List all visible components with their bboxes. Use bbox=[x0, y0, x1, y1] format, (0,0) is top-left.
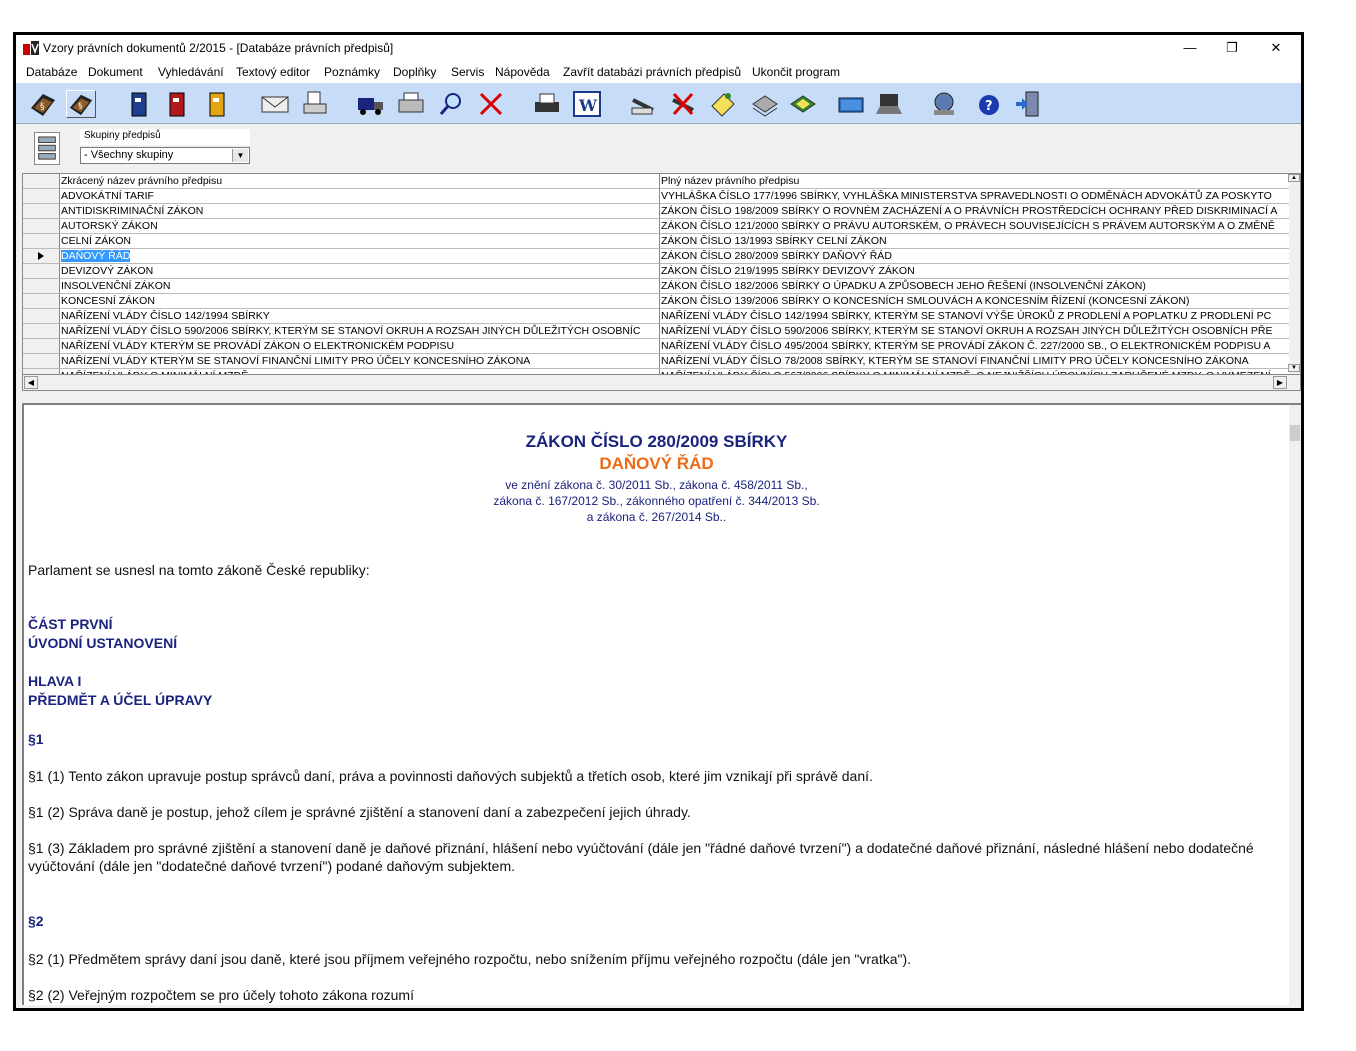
group-label: Skupiny předpisů bbox=[84, 130, 161, 141]
cell-short-name[interactable] bbox=[60, 354, 660, 369]
menu-poznamky[interactable]: Poznámky bbox=[324, 65, 381, 79]
grid-horizontal-scrollbar[interactable] bbox=[23, 374, 1300, 390]
scroll-up-icon[interactable]: ▲ bbox=[1288, 174, 1300, 182]
table-row[interactable] bbox=[23, 324, 1289, 339]
column-header-full[interactable]: Plný název právního předpisu bbox=[660, 174, 1289, 189]
cell-short-name-text: DEVIZOVÝ ZÁKON bbox=[61, 265, 154, 277]
doc-part-title: ÚVODNÍ USTANOVENÍ bbox=[28, 635, 178, 651]
table-row[interactable] bbox=[23, 189, 1289, 204]
row-indicator[interactable] bbox=[23, 249, 60, 264]
minimize-button[interactable]: — bbox=[1183, 40, 1197, 55]
doc-title: ZÁKON ČÍSLO 280/2009 SBÍRKY bbox=[525, 432, 788, 451]
doc-paragraph: §2 (1) Předmětem správy daní jsou daně, které jsou příjmem veřejného rozpočtu, nebo snížením příjmu veřejného rozpočtu (dále jen "vratka"). bbox=[28, 951, 912, 967]
cell-short-name-text: ANTIDISKRIMINAČNÍ ZÁKON bbox=[61, 205, 204, 217]
grid-vertical-scrollbar[interactable] bbox=[1289, 174, 1300, 374]
row-indicator[interactable] bbox=[23, 294, 60, 309]
menu-zavrit-databazi[interactable]: Zavřít databázi právních předpisů bbox=[563, 65, 742, 79]
svg-text:§: § bbox=[78, 100, 83, 111]
doc-chapter-heading: HLAVA I bbox=[28, 673, 82, 689]
row-indicator[interactable] bbox=[23, 339, 60, 354]
books-icon[interactable] bbox=[28, 90, 58, 118]
pen-cross-icon[interactable] bbox=[668, 90, 698, 118]
group-label-box bbox=[80, 129, 250, 145]
row-indicator[interactable] bbox=[23, 354, 60, 369]
note-icon[interactable] bbox=[708, 90, 738, 118]
cell-short-name[interactable] bbox=[60, 204, 660, 219]
menu-doplnky[interactable]: Doplňky bbox=[393, 65, 437, 79]
cell-short-name[interactable] bbox=[60, 219, 660, 234]
cell-short-name[interactable] bbox=[60, 189, 660, 204]
stack-icon[interactable] bbox=[750, 90, 780, 118]
cell-short-name-text: KONCESNÍ ZÁKON bbox=[61, 295, 155, 307]
help-icon[interactable] bbox=[974, 90, 1004, 118]
cell-short-name[interactable] bbox=[60, 279, 660, 294]
doc-paragraph: §1 (3) Základem pro správné zjištění a stanovení daně je daňové přiznání, hlášení nebo vyúčtování (dále jen "řádné daňové tvrzení") a dodatečné daňové přiznání, následné hlášení nebo dodatečné vyúčtování (dále jen "dodatečné daňové tvrzení") podané daňovým subjektem. bbox=[28, 840, 1254, 874]
table-row[interactable] bbox=[23, 354, 1289, 369]
printer-icon[interactable] bbox=[396, 90, 426, 118]
scroll-left-icon[interactable]: ◀ bbox=[24, 376, 38, 389]
cell-full-name[interactable]: ZÁKON ČÍSLO 280/2009 SBÍRKY DAŇOVÝ ŘÁD bbox=[660, 249, 1289, 264]
doc-chapter-title: PŘEDMĚT A ÚČEL ÚPRAVY bbox=[28, 692, 213, 708]
row-pointer-icon bbox=[38, 252, 44, 260]
table-row[interactable] bbox=[23, 219, 1289, 234]
table-row[interactable] bbox=[23, 294, 1289, 309]
grid-header-indicator bbox=[23, 174, 60, 189]
scroll-down-icon[interactable]: ▼ bbox=[1288, 364, 1300, 372]
title-bar bbox=[16, 35, 1301, 61]
menu-bar bbox=[16, 61, 1301, 83]
menu-textovy-editor[interactable]: Textový editor bbox=[236, 65, 311, 79]
cell-short-name-text: ADVOKÁTNÍ TARIF bbox=[61, 190, 154, 202]
laptop-icon[interactable] bbox=[874, 90, 904, 118]
blue-binder-icon[interactable] bbox=[124, 90, 154, 118]
chevron-down-icon[interactable]: ▼ bbox=[232, 149, 248, 162]
cell-short-name-text: NAŘÍZENÍ VLÁDY ČÍSLO 142/1994 SBÍRKY bbox=[61, 310, 270, 322]
scroll-thumb[interactable] bbox=[1290, 425, 1300, 441]
row-indicator[interactable] bbox=[23, 204, 60, 219]
word-icon[interactable] bbox=[572, 90, 602, 118]
group-select[interactable] bbox=[80, 147, 250, 164]
table-row[interactable] bbox=[23, 249, 1289, 264]
cell-full-name[interactable]: NAŘÍZENÍ VLÁDY ČÍSLO 495/2004 SBÍRKY, KTERÝM SE PROVÁDÍ ZÁKON Č. 227/2000 SB., O ELEKTRONICKÉM PODPISU A bbox=[660, 339, 1289, 354]
table-row[interactable] bbox=[23, 309, 1289, 324]
cell-full-name[interactable]: ZÁKON ČÍSLO 121/2000 SBÍRKY O PRÁVU AUTORSKÉM, O PRÁVECH SOUVISEJÍCÍCH S PRÁVEM AUTORSKÝM A O ZMĚNĚ bbox=[660, 219, 1289, 234]
table-row[interactable] bbox=[23, 279, 1289, 294]
column-header-short[interactable]: Zkrácený název právního předpisu bbox=[60, 174, 660, 189]
menu-napoveda[interactable]: Nápověda bbox=[495, 65, 550, 79]
pen-icon[interactable] bbox=[628, 90, 658, 118]
cell-full-name[interactable]: NAŘÍZENÍ VLÁDY ČÍSLO 142/1994 SBÍRKY, KTERÝM SE STANOVÍ VÝŠE ÚROKŮ Z PRODLENÍ A POPLATKU Z PRODLENÍ PC bbox=[660, 309, 1289, 324]
doc-part-heading: ČÁST PRVNÍ bbox=[28, 616, 113, 632]
doc-amendments-1: ve znění zákona č. 30/2011 Sb., zákona č. 458/2011 Sb., bbox=[505, 478, 808, 492]
globe-icon[interactable] bbox=[930, 90, 960, 118]
cell-short-name-text: INSOLVENČNÍ ZÁKON bbox=[61, 280, 171, 292]
toolbar bbox=[16, 83, 1301, 124]
row-indicator[interactable] bbox=[23, 324, 60, 339]
doc-subtitle: DAŇOVÝ ŘÁD bbox=[599, 454, 714, 473]
document-view bbox=[22, 405, 1301, 1005]
cell-full-name[interactable]: ZÁKON ČÍSLO 219/1995 SBÍRKY DEVIZOVÝ ZÁKON bbox=[660, 264, 1289, 279]
row-indicator[interactable] bbox=[23, 234, 60, 249]
yellow-binder-icon[interactable] bbox=[202, 90, 232, 118]
maximize-button[interactable]: ❐ bbox=[1226, 40, 1238, 55]
folder-icon[interactable] bbox=[788, 90, 818, 118]
doc-intro: Parlament se usnesl na tomto zákoně České republiky: bbox=[28, 562, 370, 578]
app-logo-icon bbox=[23, 41, 39, 55]
window-title: Vzory právních dokumentů 2/2015 - [Databáze právních předpisů] bbox=[43, 41, 394, 55]
doc-amendments-2: zákona č. 167/2012 Sb., zákonného opatření č. 344/2013 Sb. bbox=[493, 494, 820, 508]
cell-short-name[interactable] bbox=[60, 264, 660, 279]
row-indicator[interactable] bbox=[23, 309, 60, 324]
document-scrollbar[interactable] bbox=[1289, 405, 1301, 1005]
cell-short-name-text: CELNÍ ZÁKON bbox=[61, 235, 132, 247]
close-button[interactable]: ✕ bbox=[1270, 40, 1282, 55]
typewriter-icon[interactable] bbox=[532, 90, 562, 118]
table-row[interactable] bbox=[23, 204, 1289, 219]
table-row[interactable] bbox=[23, 264, 1289, 279]
doc-paragraph: §2 (2) Veřejným rozpočtem se pro účely tohoto zákona rozumí bbox=[28, 987, 414, 1003]
cell-short-name[interactable] bbox=[60, 309, 660, 324]
row-indicator[interactable] bbox=[23, 189, 60, 204]
grid-header bbox=[23, 174, 1289, 189]
group-select-value: - Všechny skupiny bbox=[84, 149, 174, 161]
table-row[interactable] bbox=[23, 339, 1289, 354]
doc-section-2: §2 bbox=[28, 913, 44, 929]
svg-text:§: § bbox=[40, 102, 45, 112]
cell-full-name[interactable]: NAŘÍZENÍ VLÁDY ČÍSLO 590/2006 SBÍRKY, KTERÝM SE STANOVÍ OKRUH A ROZSAH JINÝCH DŮLEŽITÝCH OSOBNÍCH PŘE bbox=[660, 324, 1289, 339]
doc-paragraph: §1 (1) Tento zákon upravuje postup správců daní, práva a povinnosti daňových subjektů a třetích osob, které jim vznikají při správě daní. bbox=[28, 768, 873, 784]
svg-text:?: ? bbox=[985, 99, 993, 114]
cell-full-name[interactable]: ZÁKON ČÍSLO 182/2006 SBÍRKY O ÚPADKU A ZPŮSOBECH JEHO ŘEŠENÍ (INSOLVENČNÍ ZÁKON) bbox=[660, 279, 1289, 294]
cell-short-name-text: NAŘÍZENÍ VLÁDY KTERÝM SE PROVÁDÍ ZÁKON O ELEKTRONICKÉM PODPISU bbox=[61, 340, 455, 352]
cell-full-name[interactable]: ZÁKON ČÍSLO 198/2009 SBÍRKY O ROVNÉM ZACHÁZENÍ A O PRÁVNÍCH PROSTŘEDCÍCH OCHRANY PŘED DISKRIMINACÍ A bbox=[660, 204, 1289, 219]
cell-short-name[interactable] bbox=[60, 294, 660, 309]
cell-full-name[interactable]: NAŘÍZENÍ VLÁDY ČÍSLO 78/2008 SBÍRKY, KTERÝM SE STANOVÍ FINANČNÍ LIMITY PRO ÚČELY KONCESNÍHO ZÁKONA bbox=[660, 354, 1289, 369]
doc-paragraph: §1 (2) Správa daně je postup, jehož cílem je správné zjištění a stanovení daní a zabezpečení jejich úhrady. bbox=[28, 804, 691, 820]
calculator-icon[interactable] bbox=[836, 90, 866, 118]
row-indicator[interactable] bbox=[23, 219, 60, 234]
cell-short-name[interactable] bbox=[60, 324, 660, 339]
books-pressed-icon[interactable] bbox=[66, 90, 96, 118]
row-indicator[interactable] bbox=[23, 279, 60, 294]
doc-section-1: §1 bbox=[28, 731, 44, 747]
cell-short-name-text: NAŘÍZENÍ VLÁDY KTERÝM SE STANOVÍ FINANČNÍ LIMITY PRO ÚČELY KONCESNÍHO ZÁKONA bbox=[61, 355, 531, 367]
cell-short-name[interactable] bbox=[60, 249, 660, 264]
svg-text:W: W bbox=[579, 96, 597, 115]
printer-doc-icon[interactable] bbox=[300, 90, 330, 118]
exit-icon[interactable] bbox=[1012, 90, 1042, 118]
red-binder-icon[interactable] bbox=[162, 90, 192, 118]
menu-servis[interactable]: Servis bbox=[451, 65, 485, 79]
cell-short-name[interactable] bbox=[60, 339, 660, 354]
cell-full-name[interactable]: ZÁKON ČÍSLO 139/2006 SBÍRKY O KONCESNÍCH SMLOUVÁCH A KONCESNÍM ŘÍZENÍ (KONCESNÍ ZÁKON) bbox=[660, 294, 1289, 309]
cell-short-name[interactable] bbox=[60, 234, 660, 249]
envelope-icon[interactable] bbox=[260, 90, 290, 118]
cell-short-name-text: AUTORSKÝ ZÁKON bbox=[61, 220, 158, 232]
app-window bbox=[13, 32, 1304, 1011]
doc-amendments-3: a zákona č. 267/2014 Sb.. bbox=[586, 510, 727, 524]
group-panel bbox=[22, 126, 1301, 172]
cell-short-name-text: DAŇOVÝ ŘÁD bbox=[61, 250, 131, 262]
menu-ukoncit-program[interactable]: Ukončit program bbox=[752, 65, 841, 79]
panel-splitter[interactable] bbox=[22, 391, 1301, 405]
menu-dokument[interactable]: Dokument bbox=[88, 65, 143, 79]
magnifier-icon[interactable] bbox=[436, 90, 466, 118]
cell-full-name[interactable]: VYHLÁŠKA ČÍSLO 177/1996 SBÍRKY, VYHLÁŠKA MINISTERSTVA SPRAVEDLNOSTI O ODMĚNÁCH ADVOKÁTŮ ZA POSKYTO bbox=[660, 189, 1289, 204]
cell-full-name[interactable]: ZÁKON ČÍSLO 13/1993 SBÍRKY CELNÍ ZÁKON bbox=[660, 234, 1289, 249]
scroll-right-icon[interactable]: ▶ bbox=[1273, 376, 1287, 389]
cell-short-name-text: NAŘÍZENÍ VLÁDY ČÍSLO 590/2006 SBÍRKY, KTERÝM SE STANOVÍ OKRUH A ROZSAH JINÝCH DŮLEŽITÝCH OSOBNÍC bbox=[61, 325, 641, 337]
menu-vyhledavani[interactable]: Vyhledávání bbox=[158, 65, 224, 79]
table-row[interactable] bbox=[23, 234, 1289, 249]
group-filter-icon[interactable] bbox=[34, 132, 60, 165]
cross-pen-icon[interactable] bbox=[476, 90, 506, 118]
row-indicator[interactable] bbox=[23, 264, 60, 279]
truck-icon[interactable] bbox=[356, 90, 386, 118]
law-grid bbox=[22, 173, 1301, 391]
menu-databaze[interactable]: Databáze bbox=[26, 65, 78, 79]
